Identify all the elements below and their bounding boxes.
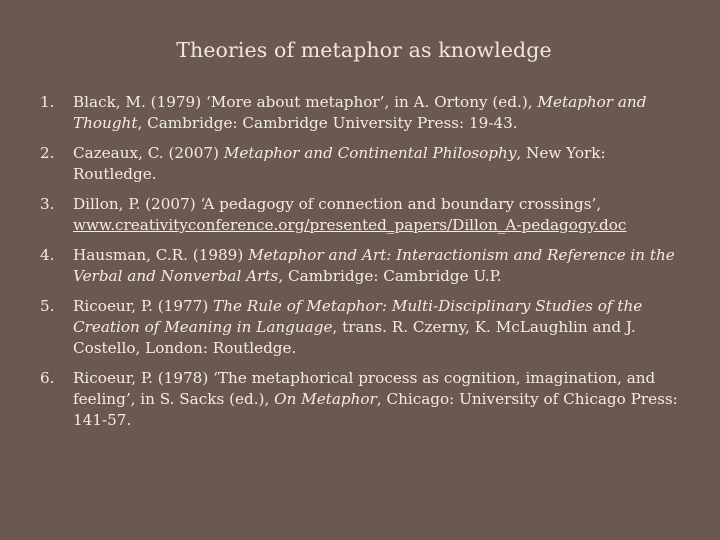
reference-number: 3. bbox=[40, 195, 55, 213]
reference-item bbox=[40, 194, 680, 236]
reference-text: Black, M. (1979) ‘More about metaphor’, in A. Ortony (ed.), bbox=[73, 93, 538, 111]
reference-text: , trans. R. Czerny, K. McLaughlin and J. Costello, London: Routledge. bbox=[73, 318, 636, 357]
reference-text: Ricoeur, P. (1977) bbox=[73, 297, 214, 315]
reference-number: 1. bbox=[40, 93, 55, 111]
reference-number: 6. bbox=[40, 369, 55, 387]
reference-item bbox=[40, 368, 680, 431]
reference-text: , Cambridge: Cambridge University Press: 19-43. bbox=[137, 114, 518, 132]
reference-text: Hausman, C.R. (1989) bbox=[73, 246, 249, 264]
reference-item bbox=[40, 92, 680, 134]
reference-title-italic: On Metaphor bbox=[274, 390, 377, 408]
reference-text: , Cambridge: Cambridge U.P. bbox=[278, 267, 502, 285]
reference-number: 2. bbox=[40, 144, 55, 162]
reference-link[interactable]: www.creativityconference.org/presented_papers/Dillon_A-pedagogy.doc bbox=[73, 216, 627, 234]
reference-item bbox=[40, 143, 680, 185]
reference-list bbox=[40, 92, 680, 440]
reference-text: , New York: Routledge. bbox=[73, 144, 606, 183]
reference-item bbox=[40, 296, 680, 359]
reference-number: 4. bbox=[40, 246, 55, 264]
reference-title-italic: The Rule of Metaphor: Multi-Disciplinary Studies of the Creation of Meaning in Language bbox=[73, 297, 643, 336]
reference-text: Cazeaux, C. (2007) bbox=[73, 144, 224, 162]
reference-text: , Chicago: University of Chicago Press: 141-57. bbox=[73, 390, 678, 429]
reference-text: Dillon, P. (2007) ‘A pedagogy of connection and boundary crossings’, bbox=[73, 195, 602, 213]
slide-title: Theories of metaphor as knowledge bbox=[176, 38, 552, 62]
reference-title-italic: Metaphor and Art: Interactionism and Reference in the Verbal and Nonverbal Arts bbox=[73, 246, 675, 285]
reference-number: 5. bbox=[40, 297, 55, 315]
reference-item bbox=[40, 245, 680, 287]
reference-title-italic: Metaphor and Continental Philosophy bbox=[223, 144, 517, 162]
reference-title-italic: Metaphor and Thought bbox=[73, 93, 647, 132]
reference-text: Ricoeur, P. (1978) ‘The metaphorical process as cognition, imagination, and feeling’, in S. Sacks (ed.), bbox=[73, 369, 656, 408]
